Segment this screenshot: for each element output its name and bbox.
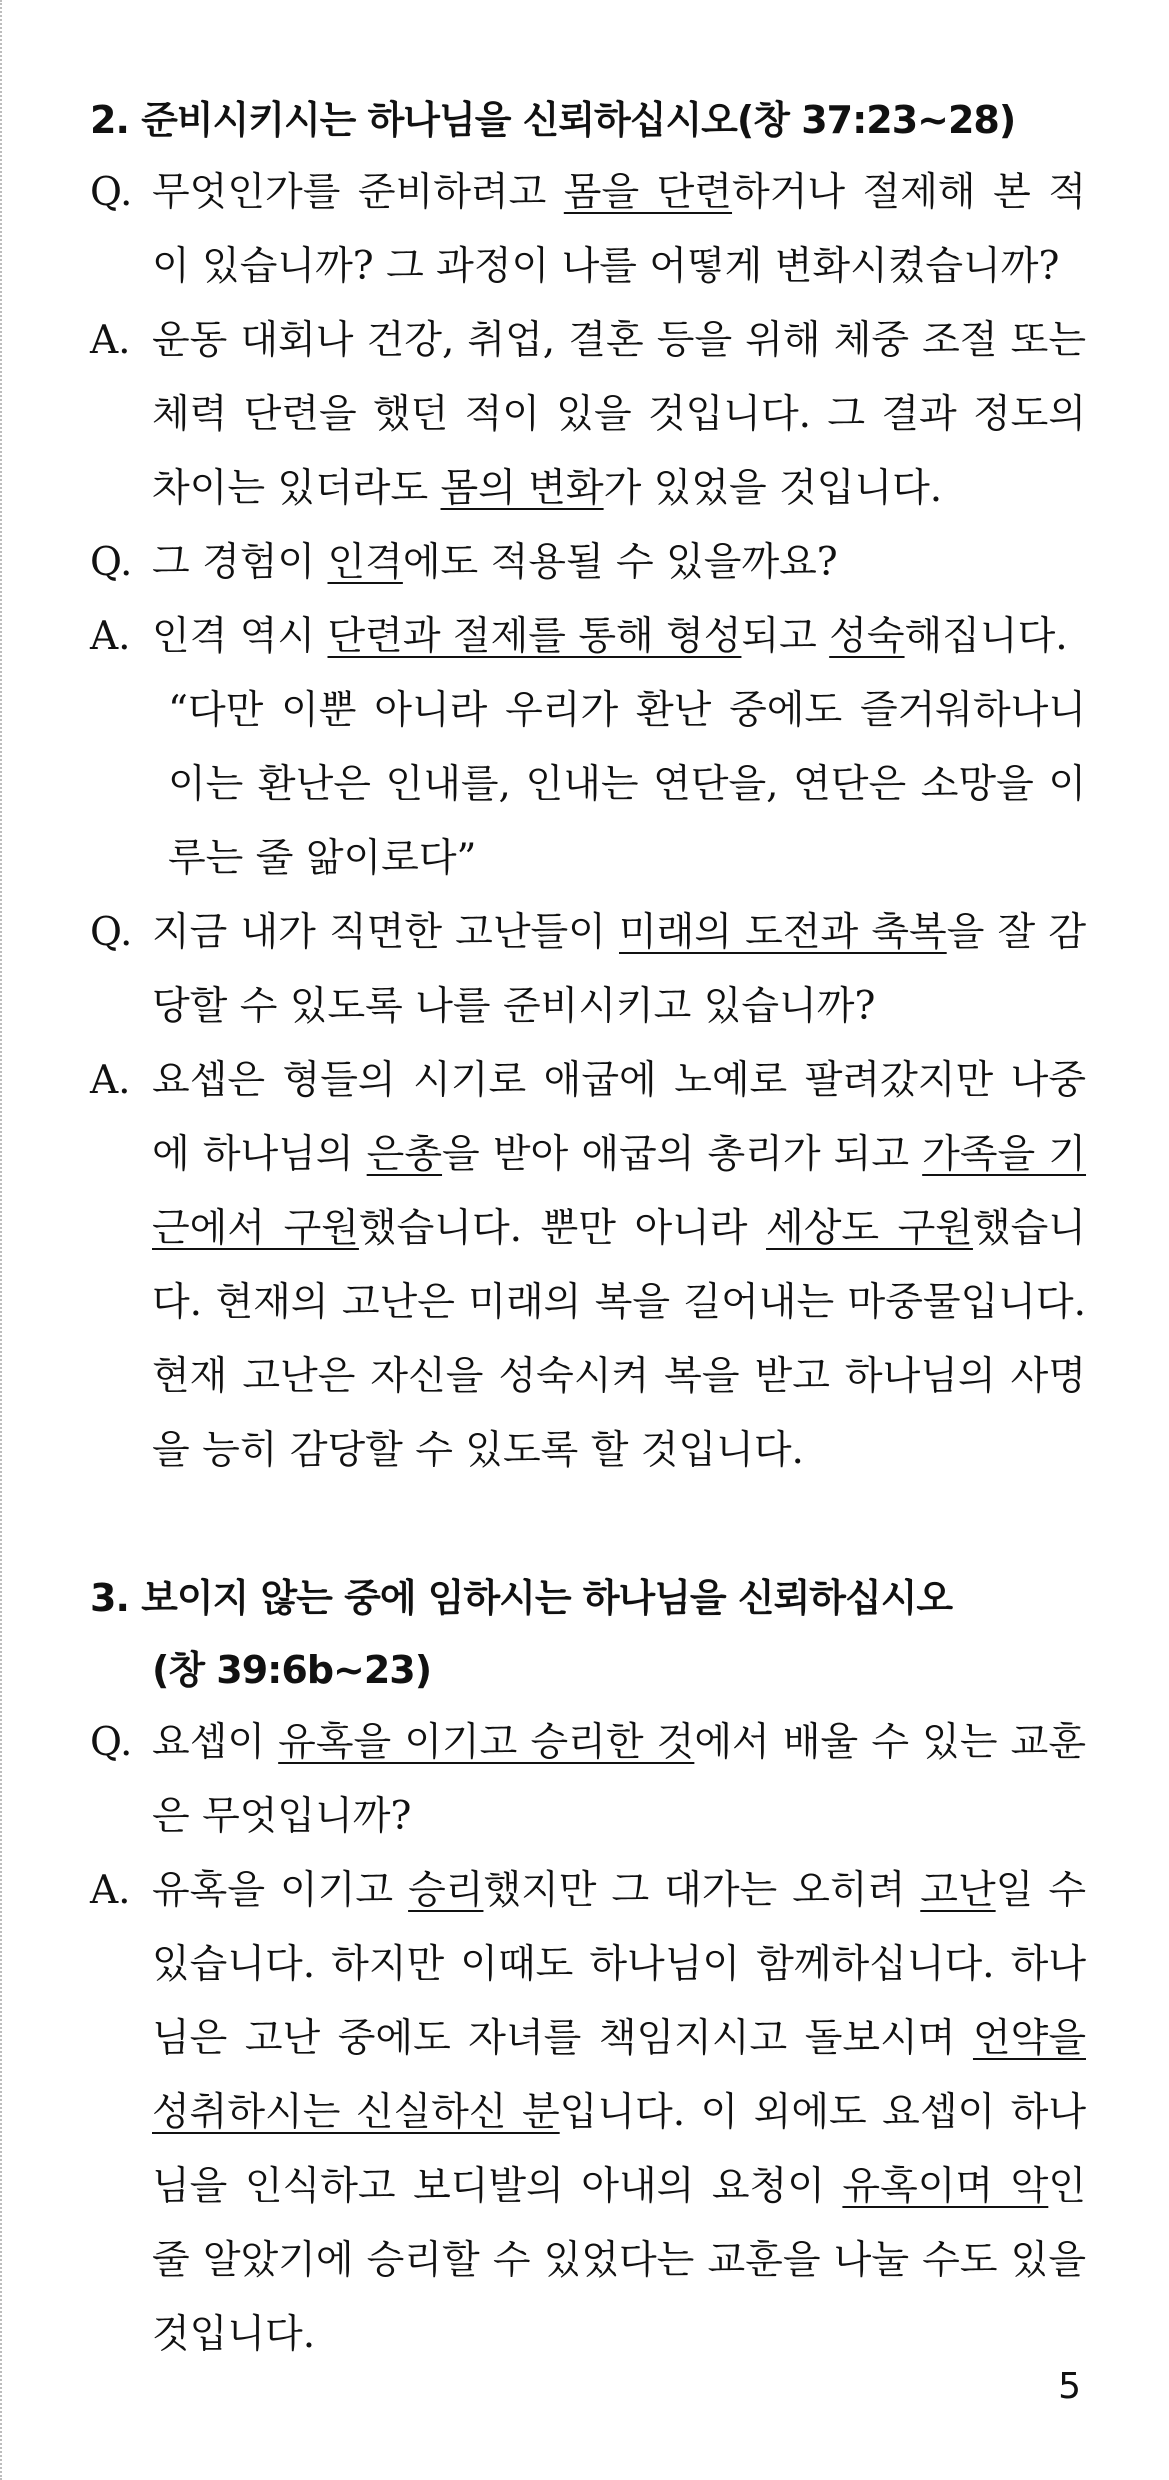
section-2-question-1: Q. 무엇인가를 준비하려고 몸을 단련하거나 절제해 본 적이 있습니까? 그 과정이 나를 어떻게 변화시켰습니까?: [90, 156, 1086, 304]
section-3-heading: 3. 보이지 않는 중에 임하시는 하나님을 신뢰하십시오 (창 39:6b~23): [90, 1562, 1086, 1706]
question-mark: Q.: [90, 170, 133, 215]
underlined-phrase: 몸을 단련: [563, 170, 733, 215]
scripture-quote: “다만 이뿐 아니라 우리가 환난 중에도 즐거워하나니 이는 환난은 인내를, 인내는 연단을, 연단은 소망을 이루는 줄 앎이로다”: [168, 688, 1086, 881]
underlined-phrase: 승리: [408, 1868, 484, 1913]
question-mark: Q.: [90, 540, 133, 585]
page-number: 5: [1058, 2366, 1081, 2407]
underlined-phrase: 은총: [366, 1132, 443, 1177]
answer-mark: A.: [90, 1058, 131, 1103]
underlined-phrase: 고난: [920, 1868, 996, 1913]
underlined-phrase: 유혹이며 악: [842, 2164, 1049, 2209]
question-mark: Q.: [90, 1720, 133, 1765]
section-2-answer-1: A. 운동 대회나 건강, 취업, 결혼 등을 위해 체중 조절 또는 체력 단련을 했던 적이 있을 것입니다. 그 결과 정도의 차이는 있더라도 몸의 변화가 있었을 것입니다.: [90, 304, 1086, 526]
section-2-answer-3: A. 요셉은 형들의 시기로 애굽에 노예로 팔려갔지만 나중에 하나님의 은총을 받아 애굽의 총리가 되고 가족을 기근에서 구원했습니다. 뿐만 아니라 세상도 구원했습니다. 현재의 고난은 미래의 복을 길어내는 마중물입니다. 현재 고난은 자신을 성숙시켜 복을 받고 하나님의 사명을 능히 감당할 수 있도록 할 것입니다.: [90, 1044, 1086, 1488]
section-spacer: [90, 1488, 1086, 1562]
answer-mark: A.: [90, 318, 131, 363]
section-2-heading: 2. 준비시키시는 하나님을 신뢰하십시오(창 37:23~28): [90, 98, 1016, 142]
answer-mark: A.: [90, 614, 131, 659]
underlined-phrase: 몸의 변화: [440, 466, 604, 511]
section-2-question-2: Q. 그 경험이 인격에도 적용될 수 있을까요?: [90, 526, 1086, 600]
underlined-phrase: 가족을 기근에서 구원: [152, 1132, 1087, 1251]
underlined-phrase: 유혹을 이기고 승리한 것: [278, 1720, 695, 1765]
underlined-phrase: 언약을 성취하시는 신실하신 분: [152, 2016, 1086, 2135]
underlined-phrase: 성숙: [829, 614, 905, 659]
underlined-phrase: 단련과 절제를 통해 형성: [327, 614, 742, 659]
question-mark: Q.: [90, 910, 133, 955]
underlined-phrase: 세상도 구원: [766, 1206, 973, 1251]
underlined-phrase: 미래의 도전과 축복: [619, 910, 947, 955]
underlined-phrase: 인격: [327, 540, 403, 585]
section-3-heading-reference: (창 39:6b~23): [152, 1648, 432, 1692]
section-2-answer-2: A. 인격 역시 단련과 절제를 통해 형성되고 성숙해집니다. “다만 이뿐 아니라 우리가 환난 중에도 즐거워하나니 이는 환난은 인내를, 인내는 연단을, 연단은 소망을 이루는 줄 앎이로다”: [90, 600, 1086, 896]
answer-mark: A.: [90, 1868, 131, 1913]
section-3-question-1: Q. 요셉이 유혹을 이기고 승리한 것에서 배울 수 있는 교훈은 무엇입니까?: [90, 1706, 1086, 1854]
section-3-answer-1: A. 유혹을 이기고 승리했지만 그 대가는 오히려 고난일 수 있습니다. 하지만 이때도 하나님이 함께하십니다. 하나님은 고난 중에도 자녀를 책임지시고 돌보시며 언약을 성취하시는 신실하신 분입니다. 이 외에도 요셉이 하나님을 인식하고 보디발의 아내의 요청이 유혹이며 악인 줄 알았기에 승리할 수 있었다는 교훈을 나눌 수도 있을 것입니다.: [90, 1854, 1086, 2372]
page-content: [90, 84, 1086, 2372]
section-2-question-3: Q. 지금 내가 직면한 고난들이 미래의 도전과 축복을 잘 감당할 수 있도록 나를 준비시키고 있습니까?: [90, 896, 1086, 1044]
